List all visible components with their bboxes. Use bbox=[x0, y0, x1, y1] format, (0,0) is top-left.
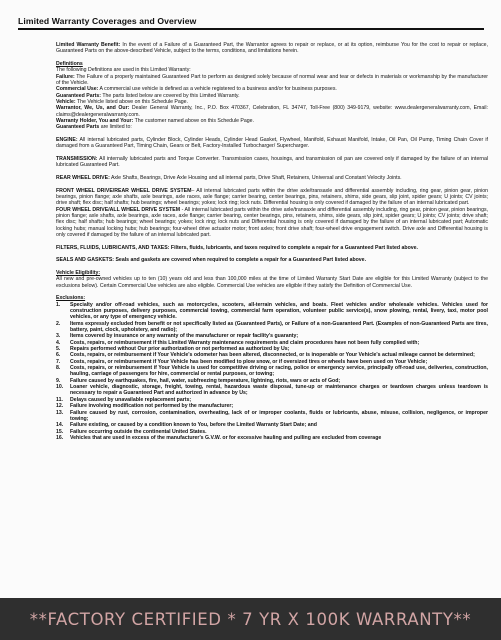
exclusion-number: 9. bbox=[56, 377, 61, 384]
banner-text: **FACTORY CERTIFIED * 7 YR X 100K WARRANTY** bbox=[29, 609, 472, 629]
definition-text: The parts listed below are covered by this Limited Warranty. bbox=[100, 92, 240, 99]
exclusion-number: 2. bbox=[56, 320, 61, 327]
exclusion-number: 16. bbox=[56, 434, 64, 441]
exclusion-text: Costs, repairs, or reimbursement if Your Vehicle has been modified to plow snow, or if oversized tires or wheels have been used on Your Vehicle; bbox=[70, 358, 428, 365]
definition-text: The customer named above on this Schedule Page. bbox=[133, 118, 254, 125]
exclusion-number: 7. bbox=[56, 358, 61, 365]
definition-item bbox=[56, 105, 488, 118]
exclusion-text: Failure involving modification not performed by the manufacturer; bbox=[70, 403, 234, 410]
eligibility-heading: Vehicle Eligibility: bbox=[56, 270, 101, 276]
exclusion-number: 14. bbox=[56, 422, 64, 429]
coverage-text: – All internal lubricated parts within the drive axle/transaxle and differential assembly including, ring gear, pinion gear, pinion bearings, pinion flange; axle shafts, axle bearings, axle races, axle flange; carrier bearing, center bearings, pins, retainers, shims, side gears, slip joint, spider gears; U joints; CV joints; drive shaft; flex disc; half shafts; hub bearings; wheel bearings; yokes; lock ring; lock nuts. Differential housing is only covered if damaged by the failure of an internal lubricated part. bbox=[56, 187, 488, 207]
coverage-text: Axle Shafts, Bearings, Drive Axle Housing and all internal parts, Drive Shaft, Retainers, Universal and Constant Velocity Joints. bbox=[109, 175, 402, 182]
exclusion-number: 15. bbox=[56, 428, 64, 435]
exclusion-text: Failure existing, or caused by a condition known to You, before the Limited Warranty Start Date; and bbox=[70, 422, 317, 429]
document-title: Limited Warranty Coverages and Overview bbox=[18, 16, 484, 30]
definition-term: Guaranteed Parts bbox=[56, 124, 100, 131]
coverage-text: Filters, fluids, lubricants, and taxes required to complete a repair for a Guaranteed Part listed above. bbox=[169, 244, 418, 251]
definition-text: The Vehicle listed above on this Schedule Page. bbox=[75, 99, 188, 106]
exclusions-heading: Exclusions: bbox=[56, 295, 86, 302]
document-body bbox=[56, 42, 488, 441]
definition-term: Warranty Holder, You and Your: bbox=[56, 118, 134, 125]
exclusions-list bbox=[56, 302, 488, 442]
coverage-text: - All internal lubricated parts within the drive axle/transaxle and differential assembly including, ring gear, pinion gear, pinion bearings, pinion flange; axle shafts, axle bearings, axle races, axle flange; carrier bearing, center bearings, pins, retainers, shims, side gears, slip joint, spider gears; U joints; CV joints; drive shaft; flex disc; half shafts; hub bearings; wheel bearings; yokes; lock ring; lock nuts and Differential housing is only covered if damaged by the failure of an internal lubricated part; Automatic locking hubs; manual locking hubs; hub bearings; four-wheel drive actuator motor; front axles; front drive shaft; four-wheel drive engagement switch. Drive axle and Differential housing is only covered if damaged by the failure of an internal lubricated part. bbox=[56, 206, 488, 239]
coverage-four-wheel-drive bbox=[56, 207, 488, 239]
exclusion-text: Items expressly excluded from benefit or not specifically listed as (Guaranteed Parts), or Failure of a non-Guaranteed Part. (Examples of non-Guaranteed Parts are tires, battery, paint, clock, upholstery, and radio); bbox=[70, 320, 488, 334]
exclusion-item bbox=[56, 410, 488, 423]
coverage-lead: TRANSMISSION: bbox=[56, 156, 98, 163]
exclusion-number: 5. bbox=[56, 346, 61, 353]
definition-text: Dealer General Warranty, Inc., P.O. Box 470367, Celebration, FL 34747, Toll-Free (800) 349-9179, website: www.dealergeneralwarranty.com, Email: claims@dealergeneralwarranty.com. bbox=[56, 105, 488, 118]
definition-term: Guaranteed Parts: bbox=[56, 92, 101, 99]
exclusion-number: 13. bbox=[56, 409, 64, 416]
definition-text: The Failure of a properly maintained Guaranteed Part to perform as designed solely because of normal wear and tear or defects in materials or workmanship by the manufacturer of the Vehicle. bbox=[56, 73, 488, 87]
exclusion-item bbox=[56, 384, 488, 397]
definition-item bbox=[56, 74, 488, 87]
coverage-seals-gaskets bbox=[56, 257, 488, 263]
exclusion-number: 11. bbox=[56, 396, 63, 403]
exclusion-item bbox=[56, 365, 488, 378]
coverage-text: Seals and gaskets are covered when required to complete a repair for a Guaranteed Part listed above. bbox=[114, 257, 367, 264]
benefit-lead: Limited Warranty Benefit: bbox=[56, 42, 121, 48]
definition-text: are limited to: bbox=[99, 124, 132, 131]
coverage-engine bbox=[56, 137, 488, 150]
definition-term: Commercial Use: bbox=[56, 86, 99, 93]
exclusion-text: Costs, repairs, or reimbursement if Your Vehicle's odometer has been altered, disconnected, or is inoperable or Your Vehicle's actual mileage cannot be determined; bbox=[70, 352, 475, 359]
exclusion-number: 1. bbox=[56, 301, 61, 308]
coverage-transmission bbox=[56, 156, 488, 169]
exclusion-number: 10. bbox=[56, 384, 64, 391]
benefit-text: In the event of a Failure of a Guaranteed Part, the Warrantor agrees to repair or replace, or at its option, reimburse You for the cost to repair or replace, Guaranteed Parts on the above-described Vehicle, subject to the terms, conditions, and limitations herein. bbox=[56, 42, 488, 55]
coverage-filters-fluids bbox=[56, 245, 488, 251]
definition-term: Vehicle: bbox=[56, 99, 76, 106]
exclusion-text: Items covered by insurance or any warranty of the manufacturer or repair facility's guaranty; bbox=[70, 333, 299, 340]
exclusion-item bbox=[56, 302, 488, 321]
coverage-lead: SEALS AND GASKETS: bbox=[56, 257, 115, 264]
exclusion-text: Costs, repairs, or reimbursement if Your Vehicle is used for competitive driving or racing, police or emergency service, principally off-road use, deliveries, construction, hauling, carriage of passengers for hire, commercial or rental purposes, or towing; bbox=[70, 365, 488, 378]
eligibility-text: All new and pre-owned vehicles up to ten (10) years old and less than 100,000 miles at the time of Limited Warranty Start Date are eligible for this Limited Warranty (subject to the exclusions below). Certain Commercial Use vehicles are also eligible. Commercial Use vehicles are eligible if they satisfy the Definition of Commercial Use. bbox=[56, 276, 488, 289]
exclusions-section bbox=[56, 295, 488, 441]
exclusion-text: Loaner vehicle, diagnostic, storage, freight, towing, rental, hazardous waste disposal, tune-up or maintenance charges or teardown charges unless teardown is necessary to repair a Guaranteed Part and authorized in advance by Us; bbox=[70, 384, 488, 397]
coverage-lead: FILTERS, FLUIDS, LUBRICANTS, AND TAXES: bbox=[56, 244, 170, 251]
exclusion-number: 3. bbox=[56, 333, 61, 340]
coverage-lead: REAR WHEEL DRIVE: bbox=[56, 175, 110, 182]
definitions-intro: The following Definitions are used in this Limited Warranty: bbox=[56, 67, 191, 74]
definitions-section bbox=[56, 61, 488, 131]
definition-item bbox=[56, 124, 488, 130]
exclusion-text: Specialty and/or off-road vehicles, such as motorcycles, scooters, all-terrain vehicles, and boats. Fleet vehicles and/or wholesale vehicles. Vehicles used for construction purposes, delivery purposes, commercial towing, commercial farm operation, volunteer public service(s), snow plowing, rental, livery, taxi, motor pool vehicles, or any type of emergency vehicle. bbox=[70, 301, 488, 321]
exclusion-text: Failure caused by earthquakes, fire, hail, water, subfreezing temperature, lightning, riots, wars or acts of God; bbox=[70, 377, 341, 384]
coverage-lead: FOUR WHEEL DRIVE/ALL WHEEL DRIVE SYSTEM bbox=[56, 206, 181, 213]
definition-text: A commercial use vehicle is defined as a vehicle registered to a business and/or for business purposes. bbox=[98, 86, 337, 93]
exclusion-text: Vehicles that are used in excess of the manufacturer's G.V.W. or for excessive hauling and pulling are excluded from coverage bbox=[70, 434, 382, 441]
exclusion-number: 8. bbox=[56, 365, 61, 372]
warranty-banner bbox=[0, 598, 501, 640]
coverage-rear-wheel-drive bbox=[56, 175, 488, 181]
exclusion-item bbox=[56, 321, 488, 334]
exclusion-number: 4. bbox=[56, 339, 61, 346]
coverage-lead: ENGINE: bbox=[56, 137, 78, 144]
exclusion-text: Failure occurring outside the continental United States. bbox=[70, 428, 207, 435]
definition-term: Warrantor, We, Us, and Our: bbox=[56, 105, 130, 112]
coverage-lead: FRONT WHEEL DRIVE/REAR WHEEL DRIVE SYSTEM bbox=[56, 187, 192, 194]
exclusion-number: 12. bbox=[56, 403, 64, 410]
exclusion-text: Repairs performed without Our prior authorization or not performed as authorized by Us; bbox=[70, 346, 290, 353]
coverage-front-rear-wheel-drive bbox=[56, 188, 488, 207]
definitions-heading: Definitions bbox=[56, 60, 83, 67]
coverage-text: All internally lubricated parts and Torque Converter. Transmission cases, housings, and transmission oil pan are covered only if damaged by the failure of an internal lubricated Guaranteed Part. bbox=[56, 156, 488, 169]
exclusion-text: Delays caused by unavailable replacement parts; bbox=[70, 396, 192, 403]
exclusion-text: Failure caused by rust, corrosion, contamination, overheating, lack of or improper coolants, fluids or lubricants, abuse, misuse, collision, negligence, or improper towing; bbox=[70, 409, 488, 422]
definition-term: Failure: bbox=[56, 73, 75, 80]
benefit-paragraph bbox=[56, 42, 488, 55]
eligibility-section bbox=[56, 270, 488, 289]
exclusion-text: Costs, repairs, or reimbursement if this Limited Warranty maintenance requirements and claim procedures have not been fully complied with; bbox=[70, 339, 420, 346]
exclusion-number: 6. bbox=[56, 352, 61, 359]
coverage-text: All internal lubricated parts, Cylinder Block, Cylinder Heads, Cylinder Head Gasket, Flywheel, Manifold, Exhaust Manifold, Intake, Oil Pan, Oil Pump, Timing Chain Cover if damaged from a Guaranteed Part, Timing Chain, Gears or Belt, Factory-Installed Turbocharger/ Supercharger. bbox=[56, 137, 488, 150]
exclusion-item bbox=[56, 435, 488, 441]
